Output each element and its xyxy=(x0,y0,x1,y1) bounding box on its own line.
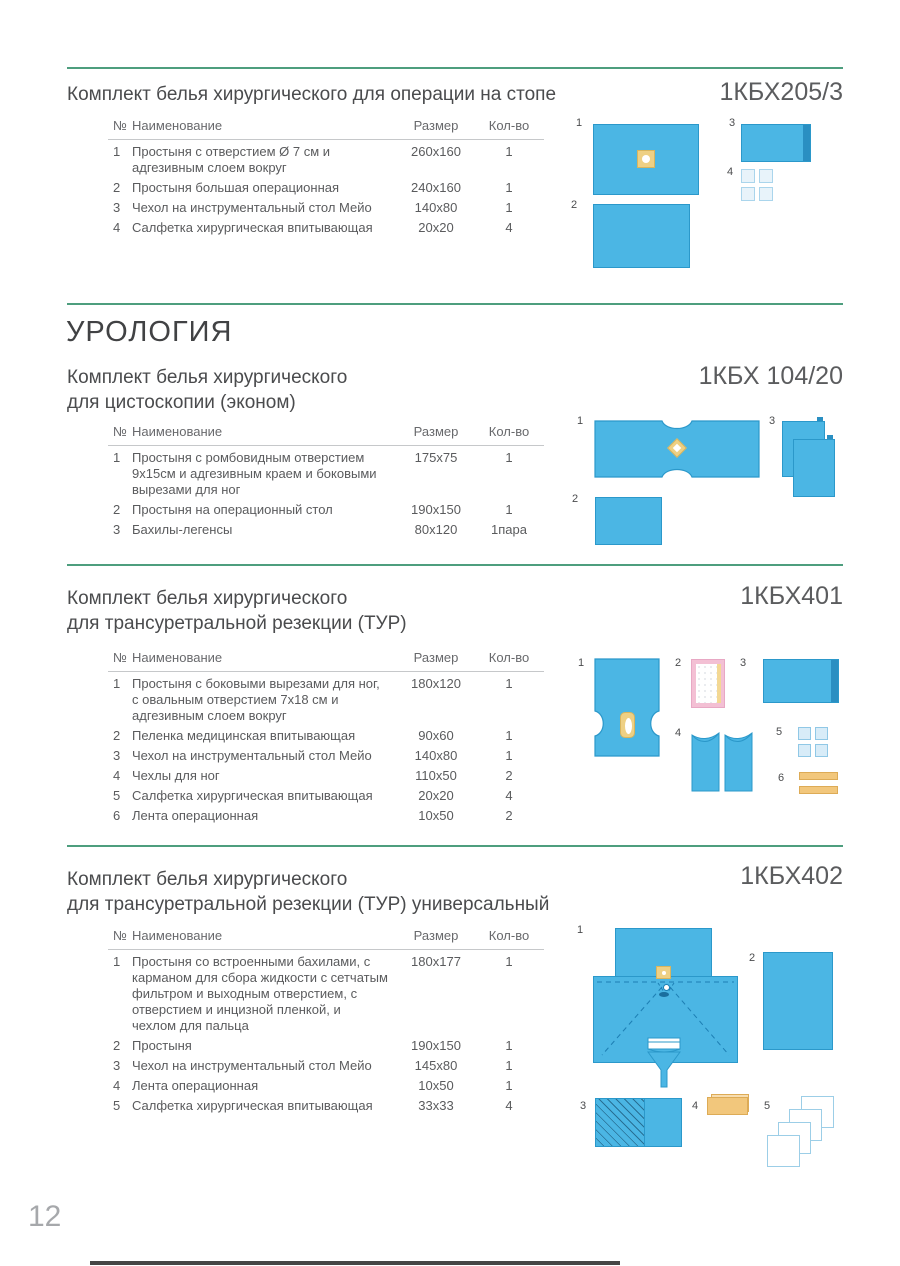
table-row xyxy=(108,176,544,196)
cell-name: Салфетка хирургическая впитывающая xyxy=(132,220,373,235)
cell-size: 175x75 xyxy=(414,450,458,465)
fluid-pocket-funnel-icon xyxy=(645,1036,683,1090)
cell-size: 190x150 xyxy=(411,1038,461,1053)
section-title: Комплект белья хирургического xyxy=(67,367,348,388)
cell-num: 3 xyxy=(113,522,121,537)
cell-name: Пеленка медицинская впитывающая xyxy=(132,728,356,743)
oval-hole-patch-icon xyxy=(620,712,635,738)
diagram-item-label: 4 xyxy=(675,727,682,739)
diagram-item-label: 1 xyxy=(577,924,584,936)
cell-num: 1 xyxy=(113,676,121,691)
napkin-icon xyxy=(767,1135,800,1167)
diagram-item-label: 6 xyxy=(778,772,785,784)
cell-num: 2 xyxy=(113,180,121,195)
hole-icon xyxy=(663,984,670,991)
cell-num: 4 xyxy=(113,1078,121,1093)
tur-universal-drape-icon xyxy=(593,976,738,1063)
table-row xyxy=(108,196,544,216)
table-row xyxy=(108,784,544,804)
diamond-hole-patch-icon xyxy=(667,438,687,458)
cell-qty: 1 xyxy=(505,748,513,763)
table-row xyxy=(108,140,544,176)
cell-qty: 1 xyxy=(505,502,513,517)
cell-qty: 2 xyxy=(505,808,513,823)
cell-size: 20x20 xyxy=(418,788,454,803)
parts-table xyxy=(108,650,544,824)
column-header-name: Наименование xyxy=(132,118,223,133)
diagram-item-label: 4 xyxy=(692,1100,699,1112)
cell-qty: 4 xyxy=(505,1098,513,1113)
cell-num: 1 xyxy=(113,954,121,969)
cell-name: Простыня со встроенными бахилами, с карманом для сбора жидкости с сетчатым фильтром и выходным отверстием, с отверстием и инцизной пленкой, и чехлом для пальца xyxy=(132,954,388,1033)
cell-size: 80x120 xyxy=(414,522,458,537)
table-row xyxy=(108,1034,544,1054)
kit-code: 1КБХ205/3 xyxy=(719,78,843,106)
tape-strip-icon xyxy=(799,772,838,780)
cell-size: 190x150 xyxy=(411,502,461,517)
cell-qty: 1 xyxy=(505,1058,513,1073)
leg-cover-icon xyxy=(724,729,753,792)
table-row xyxy=(108,1094,544,1114)
cell-size: 90x60 xyxy=(418,728,454,743)
table-drape-icon xyxy=(595,497,662,545)
kit-code: 1КБХ401 xyxy=(740,582,843,610)
cell-num: 2 xyxy=(113,728,121,743)
diagram-item-label: 2 xyxy=(572,493,579,505)
column-header-name: Наименование xyxy=(132,650,223,665)
cell-qty: 1 xyxy=(505,1078,513,1093)
section-title: для трансуретральной резекции (ТУР) xyxy=(67,613,407,634)
mayo-table-cover-icon xyxy=(763,659,839,703)
legging-icon xyxy=(793,439,835,497)
table-row xyxy=(108,1054,544,1074)
mayo-table-cover-icon xyxy=(595,1098,682,1147)
drape-top-flap-icon xyxy=(615,928,712,977)
table-header-row xyxy=(108,928,544,950)
table-row xyxy=(108,216,544,236)
cell-name: Салфетка хирургическая впитывающая xyxy=(132,788,373,803)
column-header-name: Наименование xyxy=(132,928,223,943)
large-drape-icon xyxy=(593,204,690,268)
napkin-icon xyxy=(789,1109,822,1141)
column-header-size: Размер xyxy=(413,928,459,943)
parts-table xyxy=(108,118,544,236)
table-row xyxy=(108,446,544,498)
cell-num: 3 xyxy=(113,200,121,215)
diagram-item-label: 3 xyxy=(769,415,776,427)
cell-name: Простыня большая операционная xyxy=(132,180,340,195)
cell-size: 145x80 xyxy=(414,1058,458,1073)
tape-strip-icon xyxy=(799,786,838,794)
napkins-icon xyxy=(798,727,828,757)
diagram-item-label: 3 xyxy=(740,657,747,669)
parts-table xyxy=(108,928,544,1114)
outlet-icon xyxy=(659,992,669,997)
table-header-row xyxy=(108,118,544,140)
cell-size: 110x50 xyxy=(415,768,457,783)
cell-qty: 1 xyxy=(505,144,513,159)
cell-qty: 1 xyxy=(505,954,513,969)
diagram-item-label: 2 xyxy=(675,657,682,669)
diagram-item-label: 1 xyxy=(578,657,585,669)
diagram-item-label: 2 xyxy=(571,199,578,211)
cell-qty: 4 xyxy=(505,220,513,235)
napkin-icon xyxy=(801,1096,834,1128)
napkin-icon xyxy=(778,1122,811,1154)
cell-qty: 1 xyxy=(505,676,513,691)
column-header-qty: Кол-во xyxy=(488,118,530,133)
table-row xyxy=(108,764,544,784)
notched-drape-icon xyxy=(594,420,760,478)
diagram-item-label: 3 xyxy=(580,1100,587,1112)
cell-size: 140x80 xyxy=(414,200,458,215)
column-header-name: Наименование xyxy=(132,424,223,439)
cell-name: Простыня на операционный стол xyxy=(132,502,333,517)
cell-name: Чехол на инструментальный стол Мейо xyxy=(132,200,372,215)
cell-num: 3 xyxy=(113,748,121,763)
operating-tape-icon xyxy=(707,1097,748,1115)
legging-icon xyxy=(782,421,825,477)
kit-code: 1КБХ 104/20 xyxy=(698,362,843,390)
cell-name: Простыня с отверстием Ø 7 см и адгезивным слоем вокруг xyxy=(132,144,331,175)
cell-name: Простыня xyxy=(132,1038,192,1053)
cell-qty: 1пара xyxy=(491,522,527,537)
section-title: для трансуретральной резекции (ТУР) универсальный xyxy=(67,894,550,915)
diagram-item-label: 4 xyxy=(727,166,734,178)
cell-name: Простыня с боковыми вырезами для ног, с овальным отверстием 7x18 см и адгезивным слоем вокруг xyxy=(132,676,380,723)
cell-qty: 1 xyxy=(505,200,513,215)
column-header-size: Размер xyxy=(413,118,459,133)
column-header-num: № xyxy=(113,424,127,439)
cell-name: Бахилы-легенсы xyxy=(132,522,233,537)
column-header-num: № xyxy=(113,650,127,665)
drape-with-hole-icon xyxy=(593,124,699,195)
column-header-num: № xyxy=(113,118,127,133)
cell-num: 4 xyxy=(113,768,121,783)
cell-qty: 1 xyxy=(505,180,513,195)
legging-tab-icon xyxy=(817,417,823,423)
section-title: для цистоскопии (эконом) xyxy=(67,392,296,413)
section-title: Комплект белья хирургического xyxy=(67,869,348,890)
scan-artifact-bar xyxy=(90,1261,620,1265)
table-row xyxy=(108,1074,544,1094)
diagram-item-label: 5 xyxy=(764,1100,771,1112)
table-row xyxy=(108,518,544,538)
column-header-size: Размер xyxy=(413,424,459,439)
cell-name: Салфетка хирургическая впитывающая xyxy=(132,1098,373,1113)
cell-name: Чехол на инструментальный стол Мейо xyxy=(132,1058,372,1073)
table-row xyxy=(108,672,544,724)
side-notched-drape-icon xyxy=(594,658,660,757)
table-row xyxy=(108,724,544,744)
cell-name: Чехлы для ног xyxy=(132,768,220,783)
cell-num: 2 xyxy=(113,1038,121,1053)
cell-qty: 4 xyxy=(505,788,513,803)
cell-num: 5 xyxy=(113,788,121,803)
cell-num: 2 xyxy=(113,502,121,517)
table-header-row xyxy=(108,650,544,672)
kit-code: 1КБХ402 xyxy=(740,862,843,890)
cell-size: 10x50 xyxy=(418,808,454,823)
cell-num: 1 xyxy=(113,450,121,465)
column-header-size: Размер xyxy=(413,650,459,665)
cell-num: 1 xyxy=(113,144,121,159)
section-divider xyxy=(67,303,843,305)
cell-num: 6 xyxy=(113,808,121,823)
page-number: 12 xyxy=(28,1200,62,1233)
section-title: Комплект белья хирургического для операции на стопе xyxy=(67,84,557,105)
cell-name: Лента операционная xyxy=(132,808,259,823)
cell-qty: 1 xyxy=(505,1038,513,1053)
table-header-row xyxy=(108,424,544,446)
table-row xyxy=(108,744,544,764)
parts-table xyxy=(108,424,544,538)
cell-qty: 1 xyxy=(505,450,513,465)
absorbent-pad-icon xyxy=(691,659,725,708)
column-header-qty: Кол-во xyxy=(488,650,530,665)
cell-qty: 2 xyxy=(505,768,513,783)
diagram-item-label: 2 xyxy=(749,952,756,964)
column-header-qty: Кол-во xyxy=(488,424,530,439)
diagram-item-label: 1 xyxy=(576,117,583,129)
diagram-item-label: 5 xyxy=(776,726,783,738)
cell-size: 33x33 xyxy=(418,1098,454,1113)
diagram-item-label: 3 xyxy=(729,117,736,129)
section-divider xyxy=(67,67,843,69)
column-header-qty: Кол-во xyxy=(488,928,530,943)
cell-num: 4 xyxy=(113,220,121,235)
cell-qty: 1 xyxy=(505,728,513,743)
cell-num: 5 xyxy=(113,1098,121,1113)
column-header-num: № xyxy=(113,928,127,943)
large-drape-icon xyxy=(763,952,833,1050)
table-row xyxy=(108,950,544,1034)
cell-num: 3 xyxy=(113,1058,121,1073)
cell-size: 240x160 xyxy=(411,180,461,195)
adhesive-hole-patch-icon xyxy=(637,150,655,168)
category-heading: УРОЛОГИЯ xyxy=(66,316,233,348)
mayo-table-cover-icon xyxy=(741,124,811,162)
cell-size: 140x80 xyxy=(414,748,458,763)
finger-cover-patch-icon xyxy=(656,966,671,979)
cell-size: 180x177 xyxy=(411,954,461,969)
section-title: Комплект белья хирургического xyxy=(67,588,348,609)
cell-name: Чехол на инструментальный стол Мейо xyxy=(132,748,372,763)
cell-size: 20x20 xyxy=(418,220,454,235)
cell-name: Лента операционная xyxy=(132,1078,259,1093)
section-divider xyxy=(67,564,843,566)
cell-size: 10x50 xyxy=(418,1078,454,1093)
cell-name: Простыня с ромбовидным отверстием 9x15см и адгезивным краем и боковыми вырезами для ног xyxy=(132,450,377,497)
diagram-item-label: 1 xyxy=(577,415,584,427)
leg-cover-icon xyxy=(691,729,720,792)
table-row xyxy=(108,498,544,518)
cell-size: 180x120 xyxy=(411,676,461,691)
tape-back-icon xyxy=(711,1094,749,1112)
section-divider xyxy=(67,845,843,847)
napkins-icon xyxy=(741,169,773,201)
cell-size: 260x160 xyxy=(411,144,461,159)
table-row xyxy=(108,804,544,824)
legging-tab-icon xyxy=(827,435,833,441)
